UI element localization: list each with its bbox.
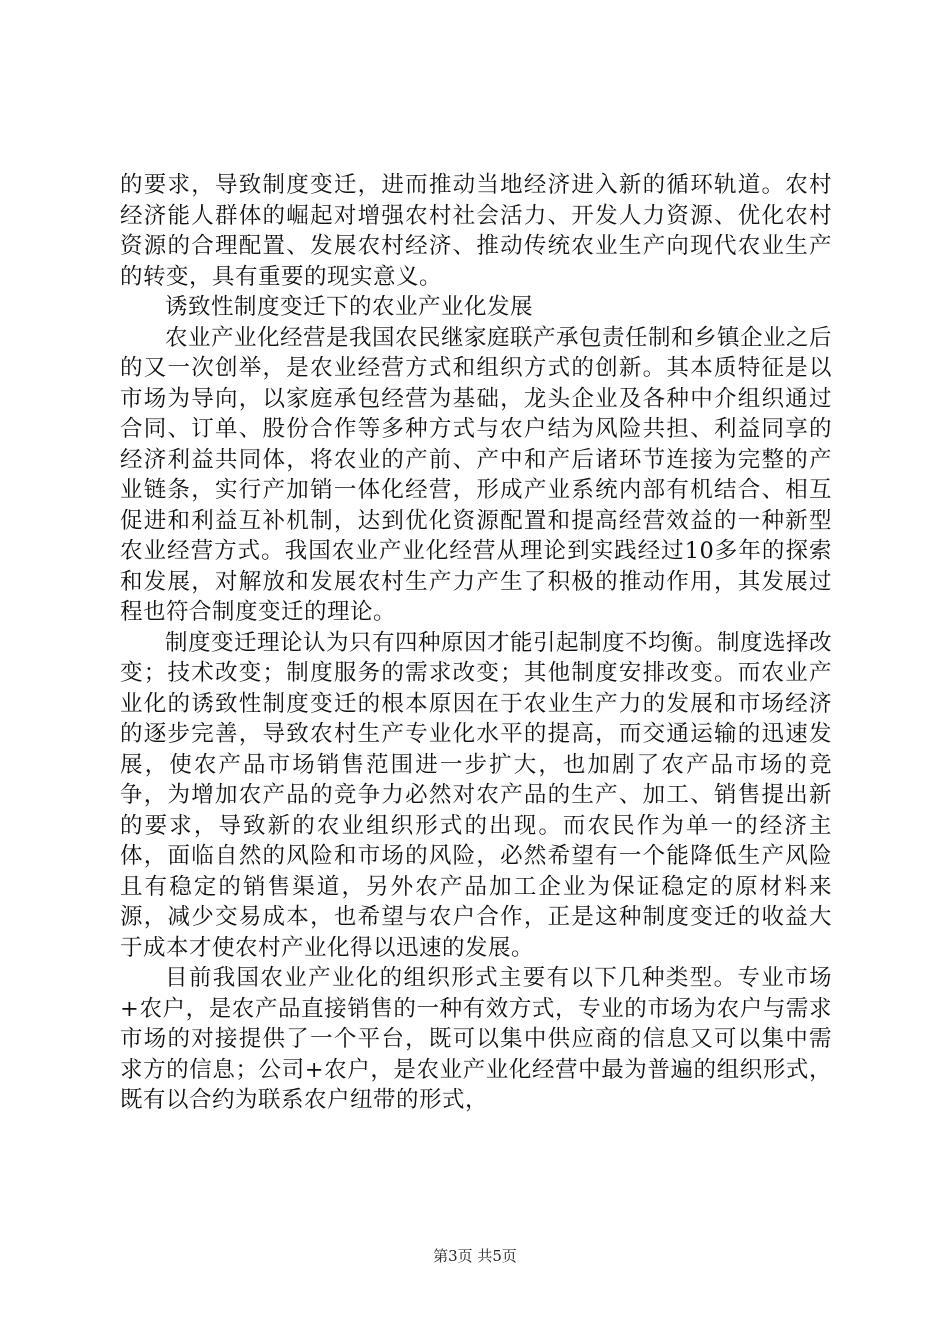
paragraph-institutional-change: 制度变迁理论认为只有四种原因才能引起制度不均衡。制度选择改变；技术改变；制度服务的需求改变；其他制度安排改变。而农业产业化的诱致性制度变迁的根本原因在于农业生产力的发展和市场经济的逐步完善，导致农村生产专业化水平的提高，而交通运输的迅速发展，使农产品市场销售范围进一步扩大，也加剧了农产品市场的竞争，为增加农产品的竞争力必然对农产品的生产、加工、销售提出新的要求，导致新的农业组织形式的出现。而农民作为单一的经济主体，面临自然的风险和市场的风险，必然希望有一个能降低生产风险且有稳定的销售渠道，另外农产品加工企业为保证稳定的原材料来源，减少交易成本，也希望与农户合作，正是这种制度变迁的收益大于成本才使农村产业化得以迅速的发展。	[120, 629, 833, 961]
paragraph-organization-forms: 目前我国农业产业化的组织形式主要有以下几种类型。专业市场+农户，是农产品直接销售的一种有效方式，专业的市场为农户与需求市场的对接提供了一个平台，既可以集中供应商的信息又可以集中需求方的信息；公司+农户，是农业产业化经营中最为普遍的组织形式，既有以合约为联系农户纽带的形式，	[120, 965, 832, 1113]
paragraph-industrialization: 农业产业化经营是我国农民继家庭联产承包责任制和乡镇企业之后的又一次创举，是农业经营方式和组织方式的创新。其本质特征是以市场为导向，以家庭承包经营为基础，龙头企业及各种中介组织通过合同、订单、股份合作等多种方式与农户结为风险共担、利益同享的经济利益共同体，将农业的产前、产中和产后诸环节连接为完整的产业链条，实行产加销一体化经营，形成产业系统内部有机结合、相互促进和利益互补机制，达到优化资源配置和提高经营效益的一种新型农业经营方式。我国农业产业化经营从理论到实践经过10多年的探索和发展，对解放和发展农村生产力产生了积极的推动作用，其发展过程也符合制度变迁的理论。	[120, 324, 833, 625]
paragraph-continuation: 的要求，导致制度变迁，进而推动当地经济进入新的循环轨道。农村经济能人群体的崛起对增强农村社会活力、开发人力资源、优化农村资源的合理配置、发展农村经济、推动传统农业生产向现代农业生产的转变，具有重要的现实意义。	[120, 172, 832, 290]
document-body	[120, 170, 832, 1116]
page-number: 第3页 共5页	[433, 1247, 517, 1265]
section-heading: 诱致性制度变迁下的农业产业化发展	[165, 294, 534, 320]
